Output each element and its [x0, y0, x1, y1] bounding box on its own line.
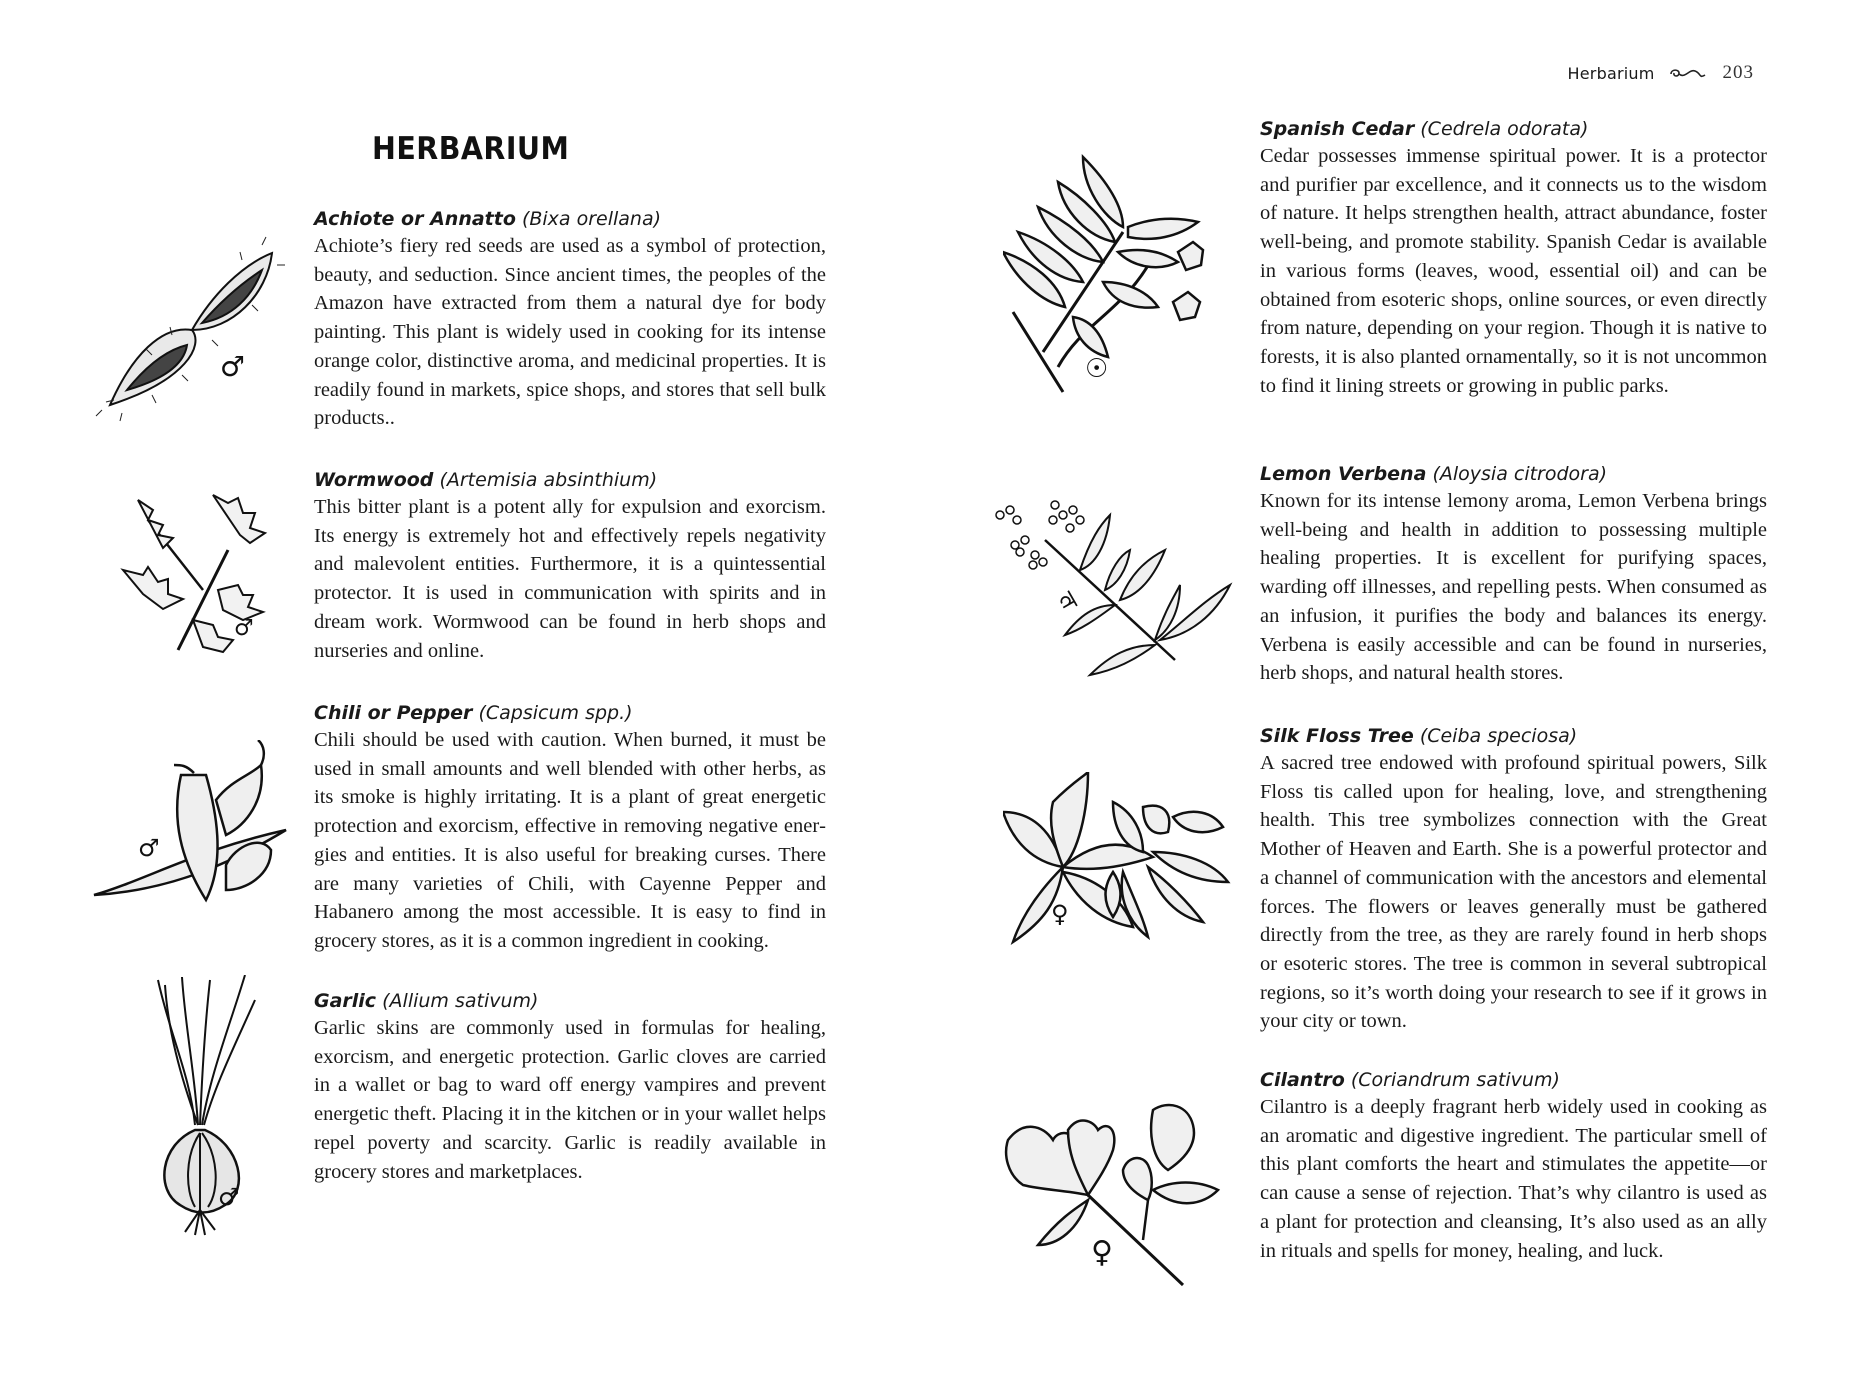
wormwood-drawing — [108, 480, 293, 665]
common-name: Spanish Cedar — [1260, 118, 1415, 140]
entry-wormwood — [314, 467, 826, 665]
lemon-verbena-drawing — [995, 490, 1245, 680]
jupiter-symbol-icon: ♃ — [1051, 584, 1085, 620]
entry-silk-floss-tree — [1260, 723, 1767, 1036]
cilantro-sprig-illustration — [1003, 1090, 1233, 1300]
entry-chili — [314, 700, 826, 956]
spanish-cedar-drawing — [1003, 142, 1223, 412]
swash-ornament-icon — [1669, 65, 1709, 81]
entry-description: Cedar possesses immense spiritual power. It is a protector and purifier par excellence, and it connects us to the wisdom of nature. It helps strengthen health, attract abundance, foster well-being, and promote stability. Spanish Cedar is available in various forms (leaves, wood, essential oil) and can be obtained from esoteric shops, online sources, or even directly from nature, depending on your region. Though it is native to forests, it is also planted ornamentally, so it is not uncommon to find it lining streets or growing in public parks. — [1260, 145, 1767, 397]
common-name: Wormwood — [314, 469, 434, 491]
entry-description: Achiote’s fiery red seeds are used as a symbol of protection, beauty, and seduction. Since ancient times, the peoples of the Amazon have extracted from them a natural dye for body painting. This plant is widely used in cooking for its intense orange color, distinctive aroma, and medicinal properties. It is readily found in markets, spice shops, and stores that sell bulk products.. — [314, 235, 826, 430]
scientific-name: (Allium sativum) — [382, 990, 539, 1012]
lemon-verbena-sprig-illustration — [995, 490, 1245, 680]
annatto-seed-pods-illustration — [92, 205, 302, 425]
sun-symbol-icon: ☉ — [1085, 354, 1109, 384]
entry-description: Cilantro is a deeply fragrant herb widely used in cooking as an aromatic and digestive ingredient. The particular smell of this plant comforts the heart and stimulates the appetite—or can cause a sense of rejection. That’s why cilantro is used as a plant for protection and cleansing, It’s also used as an ally in rituals and spells for money, healing, and luck. — [1260, 1096, 1767, 1262]
entry-description: This bitter plant is a potent ally for expulsion and exorcism. Its energy is extremely hot and effectively repels negativity and malevolent entities. Furthermore, it is a quintessential protector. It is used in communication with spirits and in dream work. Wormwood can be found in herb shops and nurseries and online. — [314, 496, 826, 662]
common-name: Chili or Pepper — [314, 702, 473, 724]
venus-symbol-icon: ♀ — [1091, 1235, 1113, 1270]
entry-heading — [314, 467, 826, 493]
common-name: Lemon Verbena — [1260, 463, 1427, 485]
scientific-name: (Cedrela odorata) — [1420, 118, 1589, 140]
venus-symbol-icon: ♀ — [1051, 900, 1069, 928]
entry-spanish-cedar — [1260, 116, 1767, 400]
common-name: Cilantro — [1260, 1069, 1345, 1091]
entry-achiote — [314, 206, 826, 433]
entry-heading — [1260, 116, 1767, 142]
entry-heading — [314, 206, 826, 232]
scientific-name: (Capsicum spp.) — [478, 702, 633, 724]
annatto-pods-drawing — [92, 205, 302, 425]
scientific-name: (Artemisia absinthium) — [439, 469, 658, 491]
page-title: HERBARIUM — [372, 131, 570, 167]
entry-description: Chili should be used with caution. When burned, it must be used in small amounts and well blended with other herbs, as its smoke is highly irritating. It is a plant of great energetic protection and exorcism, effective in removing negative energies and entities. It is also useful for breaking curses. There are many varieties of Chili, with Cayenne Pepper and Habanero among the most accessible. It is easy to find in grocery stores, as it is a common ingredient in cooking. — [314, 729, 826, 952]
mars-symbol-icon: ♂ — [220, 350, 246, 383]
scientific-name: (Ceiba speciosa) — [1419, 725, 1578, 747]
silk-floss-flower-illustration — [1003, 772, 1233, 952]
page-number: 203 — [1722, 62, 1754, 83]
mars-symbol-icon: ♂ — [218, 1183, 240, 1211]
scientific-name: (Aloysia citrodora) — [1432, 463, 1608, 485]
mars-symbol-icon: ♂ — [138, 834, 160, 862]
entry-heading — [314, 700, 826, 726]
mars-symbol-icon: ♂ — [234, 616, 254, 641]
entry-description: Known for its intense lemony aroma, Lemon Verbena brings well-being and health in addition to possessing multiple healing properties. It is excellent for purifying spaces, warding off illnesses, and repelling pests. When consumed as an infusion, it purifies the body and balances its energy. Verbena is easily accessible and can be found in nurseries, herb shops, and natural health stores. — [1260, 490, 1767, 685]
chili-peppers-drawing — [86, 740, 296, 910]
scientific-name: (Coriandrum sativum) — [1350, 1069, 1560, 1091]
garlic-bulb-drawing — [140, 975, 260, 1237]
spanish-cedar-branch-illustration — [1003, 142, 1223, 412]
chili-peppers-illustration — [86, 740, 296, 910]
entry-heading — [314, 988, 826, 1014]
garlic-bulb-illustration — [140, 975, 260, 1237]
wormwood-sprig-illustration — [108, 480, 293, 665]
silk-floss-drawing — [1003, 772, 1233, 952]
running-head — [1568, 62, 1754, 84]
entry-garlic — [314, 988, 826, 1186]
cilantro-drawing — [1003, 1090, 1233, 1300]
common-name: Achiote or Annatto — [314, 208, 516, 230]
common-name: Silk Floss Tree — [1260, 725, 1414, 747]
right-page — [933, 0, 1866, 1400]
entry-cilantro — [1260, 1067, 1767, 1265]
entry-heading — [1260, 723, 1767, 749]
entry-heading — [1260, 461, 1767, 487]
entry-description: Garlic skins are commonly used in formulas for healing, exorcism, and energetic protection. Garlic cloves are carried in a wallet or bag to ward off energy vampires and prevent energetic theft. Placing it in the kitchen or in your wallet helps repel poverty and scarcity. Garlic is readily available in grocery stores and marketplaces. — [314, 1017, 826, 1183]
entry-lemon-verbena — [1260, 461, 1767, 688]
entry-heading — [1260, 1067, 1767, 1093]
scientific-name: (Bixa orellana) — [521, 208, 662, 230]
common-name: Garlic — [314, 990, 377, 1012]
running-head-title: Herbarium — [1567, 63, 1655, 83]
entry-description: A sacred tree endowed with profound spiritual powers, Silk Floss tis called upon for healing, love, and strengthening health. This tree symbolizes connection with the Great Mother of Heaven and Earth. She is a powerful protector and a channel of communication with the ancestors and elemental forces. The flowers or leaves generally must be gathered directly from the tree, as they are rarely found in herb shops or esoteric stores. The tree is common in several subtropical regions, so it’s worth doing your research to see if it grows in your city or town. — [1260, 752, 1767, 1033]
